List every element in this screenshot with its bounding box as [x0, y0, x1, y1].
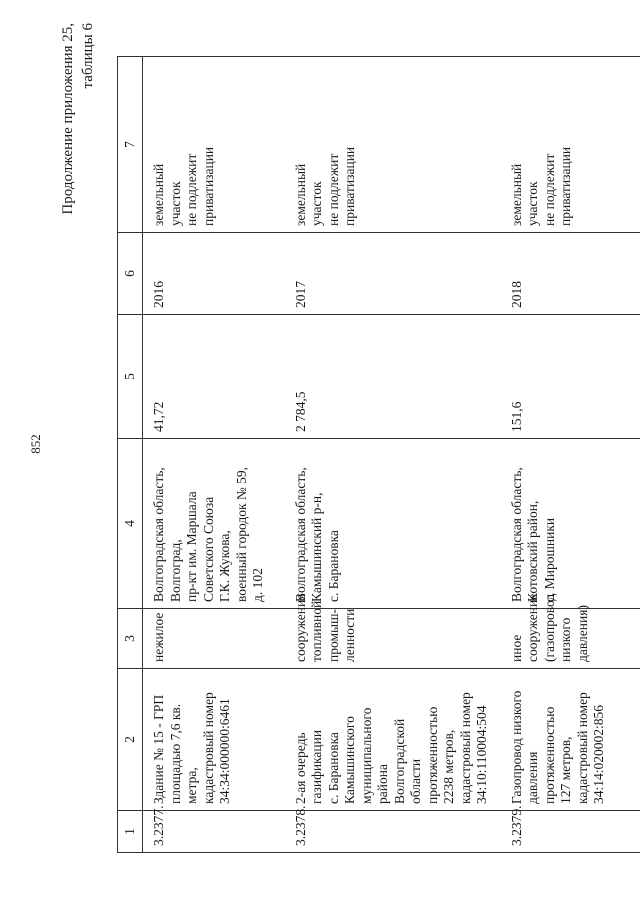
object-type: иное сооружение (газопровод низкого давления) — [501, 609, 640, 669]
object-year: 2017 — [285, 233, 501, 315]
object-note: земельный участок не подлежит приватизации — [285, 57, 501, 233]
header-cell: 4 — [118, 439, 143, 609]
object-note: земельный участок не подлежит приватизации — [501, 57, 640, 233]
object-value: 2 784,5 — [285, 315, 501, 439]
property-table — [117, 56, 640, 853]
table-row — [285, 57, 501, 853]
object-address: Волгоградская область, Котовский район, с. Мирошники — [501, 439, 640, 609]
row-number: 3.2377. — [143, 811, 285, 853]
header-cell: 5 — [118, 315, 143, 439]
object-address: Волгоградская область, Камышинский р-н, с. Барановка — [285, 439, 501, 609]
object-name: Газопровод низкого давления протяженностью 127 метров, кадастровый номер 34:14:020002:856 — [501, 669, 640, 811]
header-cell: 6 — [118, 233, 143, 315]
caption-line-1: Продолжение приложения 25, — [60, 23, 76, 215]
table-caption — [58, 23, 98, 255]
object-name: 2-ая очередь газификации с. Барановка Камышинского муниципального района Волгоградской области протяженностью 2238 метров, кадастровый номер 34:10:110004:504 — [285, 669, 501, 811]
table-row — [501, 57, 640, 853]
object-type: нежилое — [143, 609, 285, 669]
caption-line-2: таблицы 6 — [80, 23, 96, 89]
object-year: 2016 — [143, 233, 285, 315]
row-number: 3.2378. — [285, 811, 501, 853]
header-cell: 2 — [118, 669, 143, 811]
header-cell: 7 — [118, 57, 143, 233]
row-number: 3.2379. — [501, 811, 640, 853]
header-cell: 1 — [118, 811, 143, 853]
page-number: 852 — [28, 434, 43, 454]
object-address: Волгоградская область, Волгоград, пр-кт им. Маршала Советского Союза Г.К. Жукова, военный городок № 59, д. 102 — [143, 439, 285, 609]
object-value: 41,72 — [143, 315, 285, 439]
object-value: 151,6 — [501, 315, 640, 439]
object-name: Здание № 15 - ГРП площадью 7,6 кв. метра, кадастровый номер 34:34:000000:6461 — [143, 669, 285, 811]
object-note: земельный участок не подлежит приватизации — [143, 57, 285, 233]
object-year: 2018 — [501, 233, 640, 315]
header-row — [118, 57, 143, 853]
rotated-sheet — [0, 20, 640, 895]
object-type: сооружения топливной промыш- ленности — [285, 609, 501, 669]
table-row — [143, 57, 285, 853]
header-cell: 3 — [118, 609, 143, 669]
